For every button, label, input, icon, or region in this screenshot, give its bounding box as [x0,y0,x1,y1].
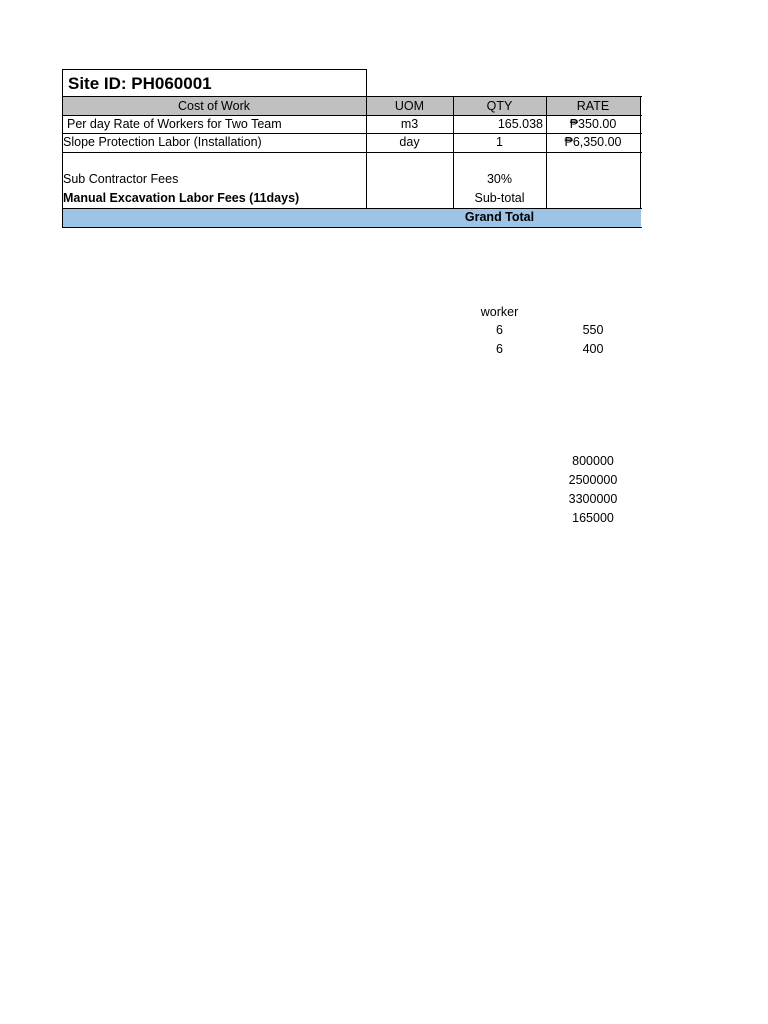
worker-row-1-amount: 550 [582,323,604,337]
row-1-description: Per day Rate of Workers for Two Team [67,117,282,131]
row-1-uom: m3 [400,117,419,131]
row-2-rate: ₱6,350.00 [564,135,622,149]
grand-total-label: Grand Total [464,210,535,224]
row-2-uom: day [399,135,420,149]
header-uom: UOM [394,99,425,113]
header-rate: RATE [576,99,610,113]
row-2-description: Slope Protection Labor (Installation) [63,135,262,149]
header-qty: QTY [486,99,513,113]
amount-1: 800000 [572,454,614,468]
row-1-rate: ₱350.00 [569,117,617,131]
manual-excavation-label: Manual Excavation Labor Fees (11days) [63,191,300,205]
worker-row-2-count: 6 [496,342,503,356]
amount-4: 165000 [572,511,614,525]
worker-row-2-amount: 400 [582,342,604,356]
worker-label: worker [480,305,519,319]
sub-contractor-fees-pct: 30% [486,172,513,186]
row-2-qty: 1 [496,135,503,149]
subtotal-label: Sub-total [474,191,525,205]
row-1-qty: 165.038 [497,117,543,131]
amount-2: 2500000 [568,473,618,487]
site-id-title: Site ID: PH060001 [68,74,212,93]
header-cost-of-work: Cost of Work [177,99,250,113]
amount-3: 3300000 [568,492,618,506]
sub-contractor-fees-label: Sub Contractor Fees [63,172,179,186]
site-id-box [62,69,367,98]
grand-total-row [62,208,641,228]
worker-row-1-count: 6 [496,323,503,337]
